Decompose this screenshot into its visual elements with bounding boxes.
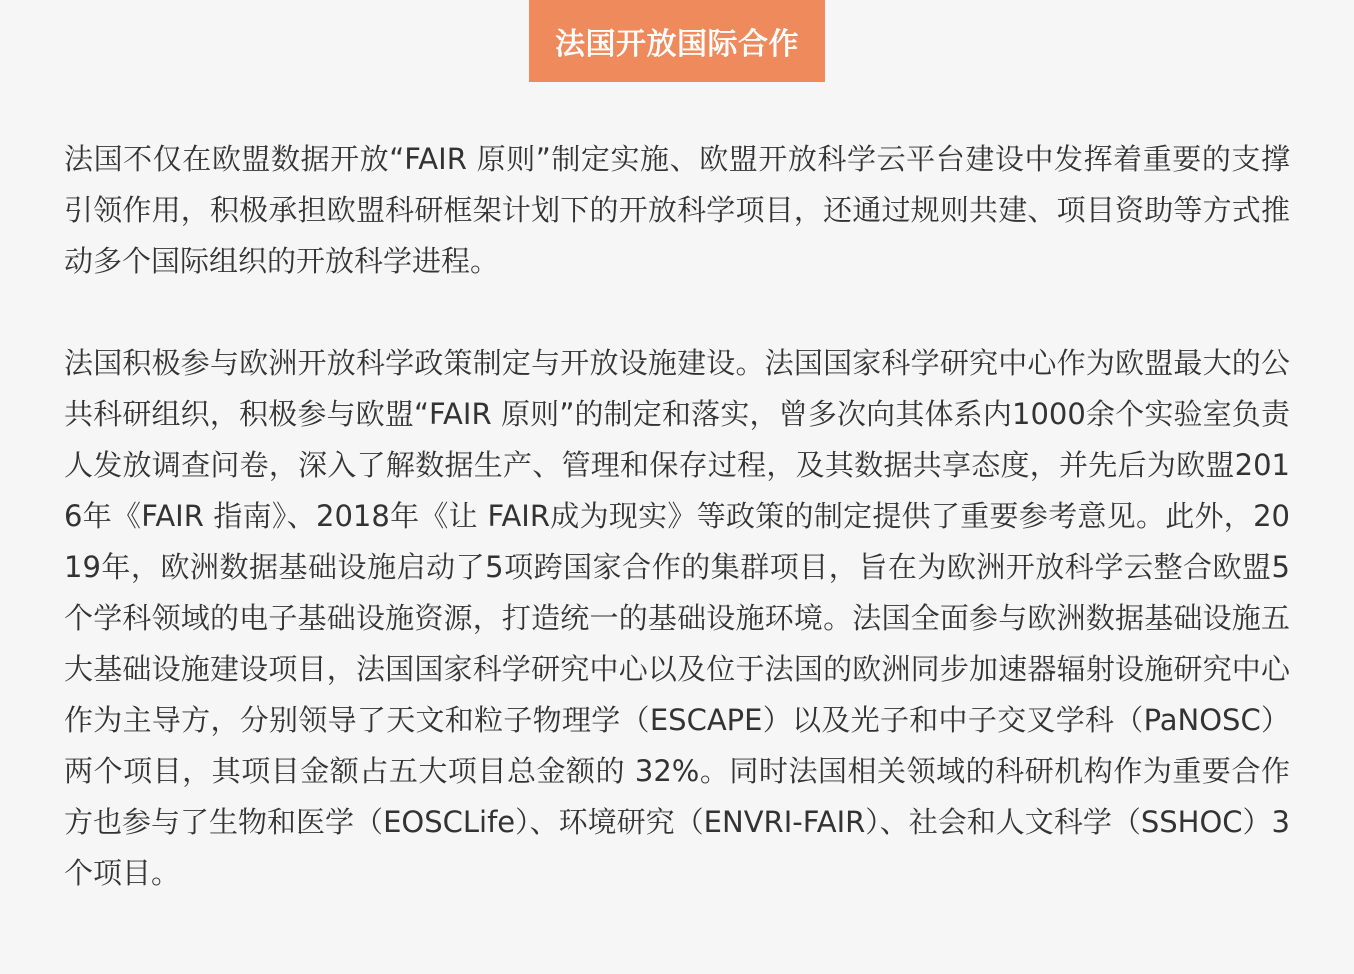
section-title-badge xyxy=(529,0,825,82)
paragraph-european-participation: 法国积极参与欧洲开放科学政策制定与开放设施建设。法国国家科学研究中心作为欧盟最大的公共科研组织，积极参与欧盟“FAIR 原则”的制定和落实，曾多次向其体系内1000余个实验室负责人发放调查问卷，深入了解数据生产、管理和保存过程，及其数据共享态度，并先后为欧盟2016年《FAIR 指南》、2018年《让 FAIR成为现实》等政策的制定提供了重要参考意见。此外，2019年，欧洲数据基础设施启动了5项跨国家合作的集群项目，旨在为欧洲开放科学云整合欧盟5个学科领域的电子基础设施资源，打造统一的基础设施环境。法国全面参与欧洲数据基础设施五大基础设施建设项目，法国国家科学研究中心以及位于法国的欧洲同步加速器辐射设施研究中心作为主导方，分别领导了天文和粒子物理学（ESCAPE）以及光子和中子交叉学科（PaNOSC）两个项目，其项目金额占五大项目总金额的 32%。同时法国相关领域的科研机构作为重要合作方也参与了生物和医学（EOSCLife）、环境研究（ENVRI-FAIR）、社会和人文科学（SSHOC）3个项目。 xyxy=(64,346,1290,890)
section-title: 法国开放国际合作 xyxy=(555,27,799,62)
paragraph-intro: 法国不仅在欧盟数据开放“FAIR 原则”制定实施、欧盟开放科学云平台建设中发挥着重要的支撑引领作用，积极承担欧盟科研框架计划下的开放科学项目，还通过规则共建、项目资助等方式推动多个国际组织的开放科学进程。 xyxy=(64,142,1290,278)
article-body xyxy=(64,134,1290,899)
